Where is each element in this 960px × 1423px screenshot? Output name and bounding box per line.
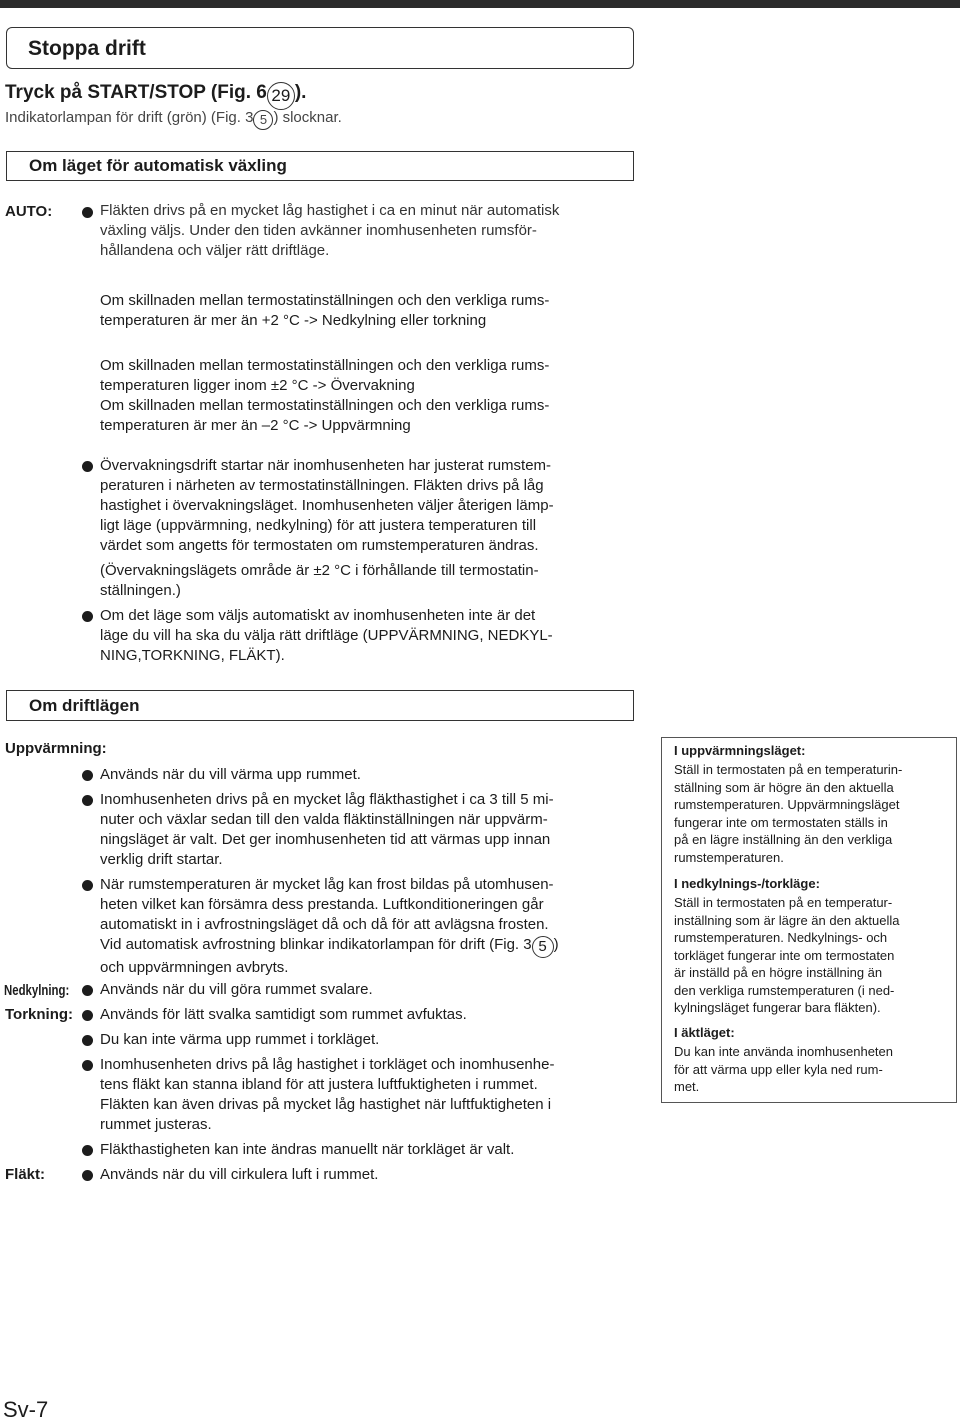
text-line: inställning som är lägre än den aktuella <box>674 912 900 928</box>
bullet-icon <box>82 207 93 218</box>
bullet-icon <box>82 461 93 472</box>
text-line: för att värma upp eller kyla ned rum- <box>674 1061 883 1077</box>
text-line: Ställ in termostaten på en temperaturin- <box>674 762 903 777</box>
section-title: Om driftlägen <box>29 696 140 715</box>
text-line: den verkliga rumstemperaturen (i ned- <box>674 982 895 998</box>
stop-instruction <box>5 82 306 110</box>
text-line: och uppvärmningen avbryts. <box>100 959 289 976</box>
text-line: ningsläget är valt. Det ger inomhusenheten tid att värmas upp innan <box>100 831 551 848</box>
note-heading: I nedkylnings-/torkläge: <box>674 876 820 891</box>
defrost-end: ) <box>553 936 559 953</box>
bullet-icon <box>82 1010 93 1021</box>
figure-ref-circle: 29 <box>267 82 295 110</box>
defrost-text: Vid automatisk avfrostning blinkar indikatorlampan för drift (Fig. 3 <box>100 936 532 953</box>
bullet-icon <box>82 770 93 781</box>
text-line: Ställ in termostaten på en temperatur- <box>674 895 893 910</box>
note-fan-text <box>674 1043 893 1096</box>
bullet-icon <box>82 1060 93 1071</box>
top-rule <box>0 0 960 8</box>
text-line: kylningsläget fungerar bara fläkten). <box>674 1000 881 1015</box>
bullet-icon <box>82 880 93 891</box>
text-line: temperaturen är mer än +2 °C -> Nedkylning eller torkning <box>100 312 487 329</box>
text-line: tens fläkt kan stanna ibland för att justera luftfuktigheten i rummet. <box>100 1076 538 1093</box>
section-title: Om läget för automatisk växling <box>29 156 287 175</box>
text-line: Övervakningsdrift startar när inomhusenheten har justerat rumstem- <box>100 457 552 474</box>
auto-choose-mode <box>100 606 553 666</box>
text-line: fungerar inte om termostaten ställs in <box>674 814 888 830</box>
lamp-note-end: ) slocknar. <box>273 109 342 126</box>
text-line: rummet justeras. <box>100 1116 212 1133</box>
bullet-icon <box>82 1170 93 1181</box>
text-line: (Övervakningslägets område är ±2 °C i förhållande till termostatin- <box>100 562 539 579</box>
text-line: met. <box>674 1079 700 1094</box>
text-line: Om skillnaden mellan termostatinställningen och den verkliga rums- <box>100 292 550 309</box>
stop-instruction-text: Tryck på START/STOP (Fig. 6 <box>5 82 267 103</box>
fan-use: Används när du vill cirkulera luft i rummet. <box>100 1166 379 1183</box>
bullet-icon <box>82 1035 93 1046</box>
text-line: hastighet i övervakningsläget. Inomhusenheten väljer återigen lämp- <box>100 497 554 514</box>
stop-lamp-note <box>5 109 342 130</box>
text-line: är inställd på en högre inställning än <box>674 965 883 980</box>
cooling-use: Används när du vill göra rummet svalare. <box>100 981 373 998</box>
dry-fan-speed: Fläkthastigheten kan inte ändras manuellt när torkläget är valt. <box>100 1141 515 1158</box>
auto-rule-monitor-heating <box>100 356 549 436</box>
text-line: ställningen.) <box>100 582 181 599</box>
text-line: värdet som angetts för termostaten om rumstemperaturen ändras. <box>100 537 539 554</box>
figure-ref-circle: 5 <box>532 936 554 958</box>
note-heating-text <box>674 761 902 866</box>
text-line: Om skillnaden mellan termostatinställningen och den verkliga rums- <box>100 397 550 414</box>
cooling-label: Nedkylning: <box>4 982 70 999</box>
text-line: nuter och växlar sedan till den valda fläktinställningen när uppvärm- <box>100 811 548 828</box>
text-line: Inomhusenheten drivs på låg hastighet i torkläget och inomhusenhe- <box>100 1056 555 1073</box>
heating-fan-startup <box>100 790 554 870</box>
text-line: NING,TORKNING, FLÄKT). <box>100 647 285 664</box>
stop-instruction-end: ). <box>294 82 307 103</box>
text-line: När rumstemperaturen är mycket låg kan frost bildas på utomhusen- <box>100 876 554 893</box>
bullet-icon <box>82 1145 93 1156</box>
bullet-icon <box>82 985 93 996</box>
heating-defrost <box>100 875 559 978</box>
auto-intro <box>100 201 559 261</box>
text-line: Du kan inte använda inomhusenheten <box>674 1044 893 1059</box>
text-line: rumstemperaturen. Nedkylnings- och <box>674 930 888 945</box>
note-cooling-text <box>674 894 899 1017</box>
bullet-icon <box>82 611 93 622</box>
section-title: Stoppa drift <box>28 37 146 60</box>
text-line: verklig drift startar. <box>100 851 223 868</box>
fan-label: Fläkt: <box>5 1166 46 1183</box>
dry-no-heating: Du kan inte värma upp rummet i torkläget. <box>100 1031 380 1048</box>
bullet-icon <box>82 795 93 806</box>
text-line: temperaturen är mer än –2 °C -> Uppvärmning <box>100 417 411 434</box>
heating-label: Uppvärmning: <box>5 740 107 757</box>
text-line: temperaturen ligger inom ±2 °C -> Övervakning <box>100 377 415 394</box>
text-line: Om skillnaden mellan termostatinställningen och den verkliga rums- <box>100 357 550 374</box>
lamp-note-text: Indikatorlampan för drift (grön) (Fig. 3 <box>5 109 254 126</box>
text-line: Fläkten drivs på en mycket låg hastighet i ca en minut när automatisk <box>100 202 560 219</box>
text-line: hållandena och väljer rätt driftläge. <box>100 242 330 259</box>
text-line: heten vilket kan försämra dess prestanda. Luftkonditioneringen går <box>100 896 544 913</box>
text-line: läge du vill ha ska du välja rätt driftläge (UPPVÄRMNING, NEDKYL- <box>100 627 553 644</box>
text-line: rumstemperaturen. <box>674 849 784 865</box>
dry-use: Används för lätt svalka samtidigt som rummet avfuktas. <box>100 1006 467 1023</box>
text-line: ställning som är högre än den aktuella <box>674 779 894 795</box>
auto-label: AUTO: <box>5 203 53 220</box>
mode-notes-box <box>661 737 957 1103</box>
note-heading: I äktläget: <box>674 1025 735 1040</box>
auto-monitor-description <box>100 456 554 556</box>
dry-fan-behaviour <box>100 1055 554 1135</box>
note-heading: I uppvärmningsläget: <box>674 743 806 758</box>
text-line: ligt läge (uppvärmning, nedkylning) för att justera temperaturen till <box>100 517 537 534</box>
auto-monitor-note <box>100 561 539 601</box>
text-line: Inomhusenheten drivs på en mycket låg fläkthastighet i ca 3 till 5 mi- <box>100 791 554 808</box>
dry-label: Torkning: <box>5 1006 74 1023</box>
text-line: rumstemperaturen. Uppvärmningsläget <box>674 797 900 812</box>
section-heading-modes <box>6 690 634 721</box>
text-line: växling väljs. Under den tiden avkänner inomhusenheten rumsför- <box>100 222 537 239</box>
section-heading-stop <box>6 27 634 69</box>
text-line: torkläget fungerar inte om termostaten <box>674 947 895 963</box>
text-line: på en lägre inställning än den verkliga <box>674 832 893 847</box>
text-line: peraturen i närheten av termostatinställningen. Fläkten drivs på låg <box>100 477 544 494</box>
text-line <box>100 935 559 958</box>
text-line: automatiskt in i avfrostningsläget då och då för att avlägsna frosten. <box>100 916 549 933</box>
auto-rule-cooling <box>100 291 549 331</box>
heating-use: Används när du vill värma upp rummet. <box>100 766 361 783</box>
text-line: Fläkten kan även drivas på mycket låg hastighet när luftfuktigheten i <box>100 1096 552 1113</box>
figure-ref-circle: 5 <box>253 110 273 130</box>
text-line: Om det läge som väljs automatiskt av inomhusenheten inte är det <box>100 607 536 624</box>
section-heading-auto <box>6 151 634 181</box>
page-number: Sv-7 <box>3 1397 49 1422</box>
